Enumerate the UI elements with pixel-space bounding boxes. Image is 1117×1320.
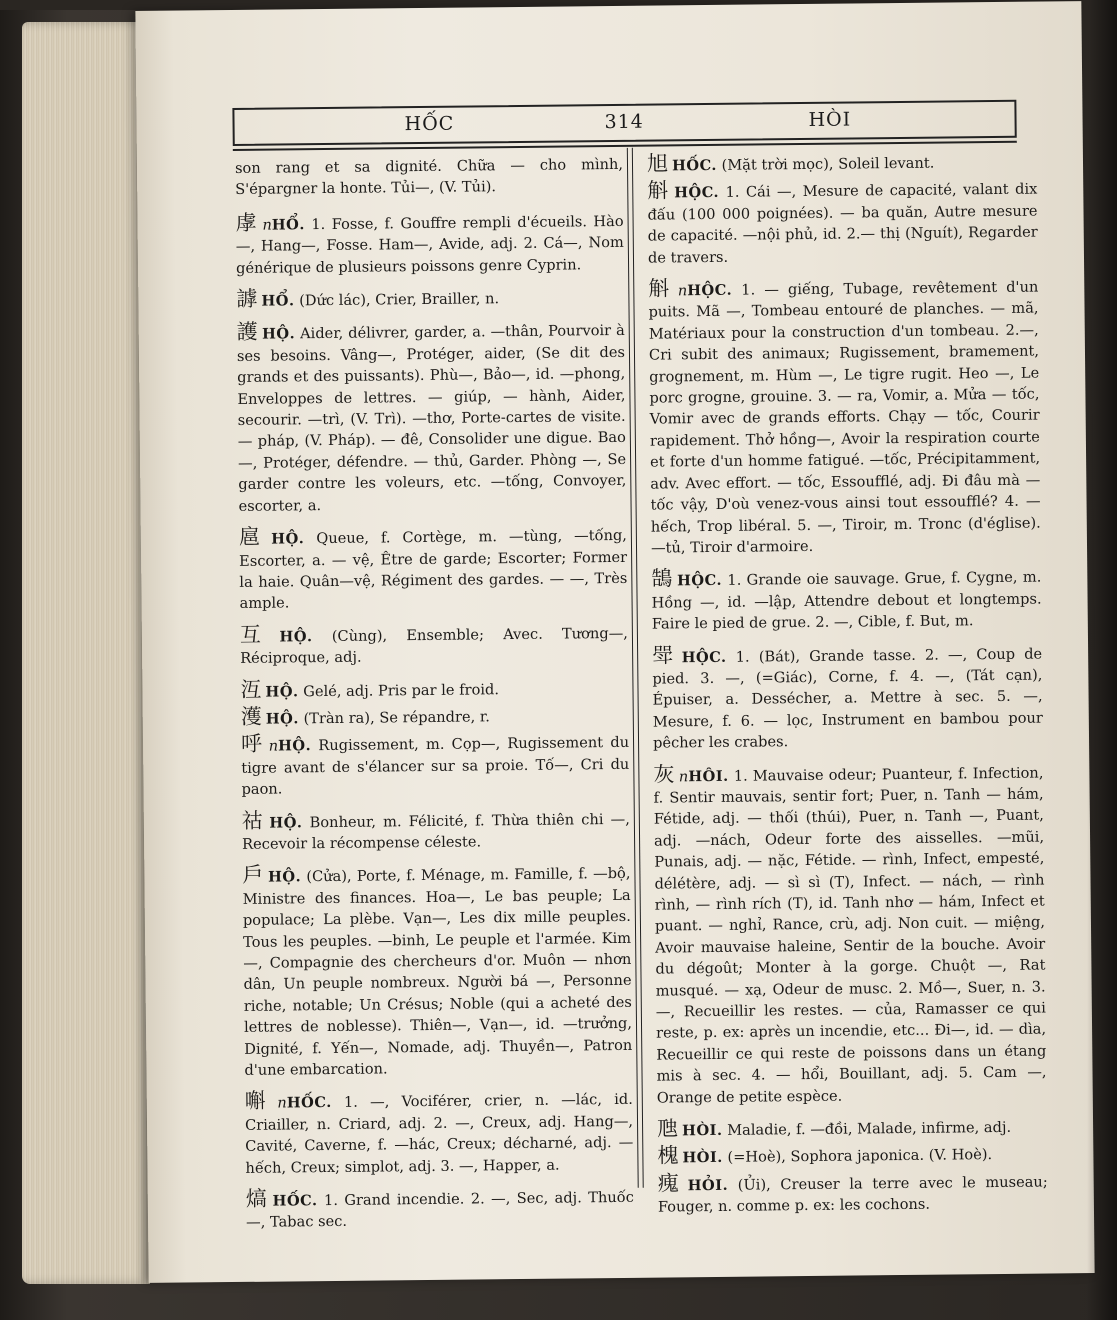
chinese-character: 旭	[646, 151, 669, 176]
page-edges	[22, 22, 150, 1284]
dictionary-entry	[246, 1185, 634, 1234]
chinese-character: 祜	[241, 808, 266, 833]
dictionary-entry	[237, 318, 627, 517]
definition: 1. Mauvaise odeur; Puanteur, f. Infection, f. Sentir mauvais, sentir fort; Puer, n. Tanh — hám, Fétide, adj. — thối (thúi), Puer, n. Tanh —, Puant, adj. —nách, Odeur forte des aisselles. —mũi, Punais, adj. — nặc, Fétide. — rình, Infect, empesté, délétère, adj. — sì sì (T), Infect. — nách, — rình rình, — rình rích (T), id. Tanh nhơ — hám, Infect et puant. — nghỉ, Rance, crù, adj. Non cuit. — miệng, Avoir mauvaise haleine, Sentir de la bouche. Avoir du dégoût; Monter à la gorge. Chuột —, Rat musqué. — xạ, Odeur de musc. 2. Mồ—, Suer, n. 3. —, Recueillir les restes. — của, Ramasser ce qui reste, p. ex: après un incendie, etc... Đi—, id. — dìa, Recueillir ce qui reste de poissons dans un étang mis à sec. 4. — hổi, Bouillant, adj. 5. Cam —, Orange de petite espèce.	[653, 764, 1047, 1107]
nom-mark: n	[268, 737, 279, 755]
headword: HỐC.	[286, 1094, 332, 1112]
headword: HỘ.	[271, 530, 305, 548]
headword: HỐC.	[272, 1192, 318, 1210]
dictionary-entry	[657, 1115, 1047, 1142]
nom-mark: n	[262, 216, 272, 234]
chinese-character: 瘣	[657, 1171, 684, 1196]
dictionary-entry	[657, 1142, 1047, 1169]
dictionary-entry	[242, 861, 632, 1081]
right-edge-shadow	[1087, 0, 1117, 1320]
dictionary-entry	[241, 703, 629, 730]
chinese-character: 灰	[653, 761, 675, 787]
chinese-character: 斛	[647, 178, 671, 204]
left-column	[235, 154, 634, 1244]
headword: HÔI.	[688, 767, 729, 785]
chinese-character: 濩	[240, 704, 262, 729]
headword: HỘ.	[267, 868, 302, 887]
definition: Gelé, adj. Pris par le froid.	[303, 680, 500, 700]
headword: HỘC.	[681, 648, 727, 666]
chinese-character: 嘝	[244, 1089, 274, 1114]
headword: HÒI.	[682, 1149, 723, 1167]
chinese-character: 斝	[652, 642, 678, 668]
headword: HỘC.	[676, 572, 723, 590]
chinese-character: 槐	[657, 1143, 679, 1169]
definition: (Cùng), Ensemble; Avec. Tương—, Réciproque, adj.	[240, 624, 628, 668]
chinese-character: 熇	[245, 1186, 269, 1211]
chinese-character: 斛	[648, 276, 674, 301]
definition: (Cửa), Porte, f. Ménage, m. Famille, f. —bộ, Ministre des finances. Hoa—, Le bas peuple; La populace; La plèbe. Vạn—, Les dix mille peuples. Tous les peuples. —binh, Le peuple et l'armée. Kim —, Compagnie des chercheurs d'or. Muôn — nhơn dân, Un peuple nombreux. Người bá —, Personne riche, notable; Un Crésus; Noble (qui a acheté des lettres de noblesse). Thiên—, Vạn—, id. —trưởng, Dignité, f. Yến—, Nomade, adj. Thuyền—, Patron d'une embarcation.	[242, 865, 633, 1079]
definition: 1. (Bát), Grande tasse. 2. —, Coup de pied. 3. —, (=Giác), Corne, f. 4. —, (Tát cạn), Épuiser, a. Dessécher, a. Mettre à sec. 5. —, Mesure, f. 6. — lọc, Instrument en bambou pour pêcher les crabes.	[652, 645, 1043, 752]
chinese-character: 虖	[235, 210, 259, 235]
dictionary-entry	[235, 209, 624, 279]
dictionary-entry	[647, 177, 1038, 269]
dictionary-entry: son rang et sa dignité. Chữa — cho mình, S'épargner la honte. Tủi—, (V. Tủi).	[234, 155, 624, 199]
chinese-character: 呼	[240, 732, 265, 757]
dictionary-entry	[245, 1087, 634, 1179]
headword: HỎI.	[687, 1176, 729, 1195]
header-left-guideword: HỐC	[404, 112, 455, 136]
dictionary-entry	[240, 675, 628, 702]
dictionary-entry	[648, 275, 1041, 559]
headword: HÒI.	[682, 1121, 723, 1140]
nom-mark: n	[678, 767, 689, 785]
headword: HỔ.	[261, 292, 295, 310]
chinese-character: 虺	[656, 1116, 679, 1141]
nom-mark: n	[277, 1094, 287, 1112]
chinese-character: 扈	[238, 524, 268, 550]
nom-mark: n	[677, 282, 688, 300]
dictionary-entry	[652, 641, 1043, 754]
right-column	[647, 150, 1048, 1223]
dictionary-entry	[242, 806, 630, 855]
headword: HỘC.	[674, 184, 720, 202]
definition: (Dức lác), Crier, Brailler, n.	[299, 290, 500, 310]
dictionary-entry	[653, 760, 1047, 1109]
chinese-character: 鵠	[651, 566, 674, 591]
headword: HỘ.	[269, 813, 303, 832]
headword: HỘ.	[265, 710, 299, 728]
dictionary-entry	[236, 285, 624, 312]
chinese-character: 護	[236, 320, 259, 345]
definition: (Tràn ra), Se répandre, r.	[303, 708, 490, 728]
chinese-character: 戶	[242, 863, 265, 888]
headword: HỐC.	[671, 156, 718, 175]
dictionary-entry	[239, 523, 628, 615]
definition: Aider, délivrer, garder, a. —thân, Pourvoir à ses besoins. Vâng—, Protéger, aider, (Se dit des grands et des puissants). Phù—, Bảo—, id. —phong, Enveloppes de lettres. — giúp, — hành, Aider, secourir. —trì, (V. Trì). —thơ, Porte-cartes de visite. — pháp, (V. Pháp). — đê, Consolider une digue. Bao—, Protéger, défendre. — thủ, Garder. Phòng —, Se garder contre les voleurs, etc. —tống, Convoyer, escorter, a.	[236, 322, 627, 515]
dictionary-entry	[241, 730, 630, 800]
headword: HỘ.	[279, 627, 313, 646]
dictionary-entry	[658, 1169, 1048, 1218]
dictionary-entry	[651, 565, 1042, 635]
definition: (Ủi), Creuser la terre avec le museau; Fouger, n. comme p. ex: les cochons.	[657, 1173, 1048, 1216]
page-number: 314	[604, 110, 644, 134]
headword: HỔ.	[271, 216, 305, 234]
page-header	[232, 100, 1016, 146]
definition: Queue, f. Cortège, m. —tùng, —tống, Escorter, a. — vệ, Être de garde; Escorter; Former la haie. Quân—vệ, Régiment des gardes. — —, Très ample.	[239, 526, 628, 613]
headword: HỘ.	[261, 325, 296, 344]
headword: HỘC.	[687, 281, 733, 300]
headword: HỘ.	[265, 682, 299, 701]
definition: (Mặt trời mọc), Soleil levant.	[721, 154, 935, 174]
chinese-character: 謼	[236, 286, 258, 311]
definition: 1. Cái —, Mesure de capacité, valant dix đấu (100 000 poignées). — ba quăn, Autre mesure de capacité. —nội phủ, id. 2.— thị (Nguít), Regarder de travers.	[647, 180, 1038, 267]
definition: 1. Grand incendie. 2. —, Sec, adj. Thuốc—, Tabac sec.	[245, 1188, 634, 1232]
definition: Rugissement, m. Cọp—, Rugissement du tigre avant de s'élancer sur sa proie. Tố—, Cri du paon.	[241, 734, 630, 799]
dictionary-entry	[240, 621, 628, 670]
definition: Maladie, f. —đồi, Malade, infirme, adj.	[727, 1118, 1012, 1139]
definition: 1. Fosse, f. Gouffre rempli d'écueils. Hào—, Hang—, Fosse. Ham—, Avide, adj. 2. Cá—, Nom générique de plusieurs poissons genre Cyprin.	[235, 212, 624, 277]
header-right-guideword: HÒI	[808, 108, 852, 131]
definition: 1. —, Vociférer, crier, n. —lác, id. Criailler, n. Criard, adj. 2. —, Creux, adj. Hang—, Cavité, Caverne, f. —hác, Creux; décharné, adj. — hếch, Creux; simplot, adj. 3. —, Happer, a.	[244, 1091, 634, 1177]
dictionary-entry	[647, 150, 1037, 177]
headword: HỘ.	[277, 737, 312, 755]
chinese-character: 沍	[240, 677, 262, 702]
definition: (=Hoè), Sophora japonica. (V. Hoè).	[727, 1146, 993, 1167]
definition: Bonheur, m. Félicité, f. Thừa thiên chi —, Recevoir la récompense céleste.	[242, 810, 630, 853]
definition: 1. Grande oie sauvage. Grue, f. Cygne, m. Hồng —, id. —lập, Attendre debout et longtemps. Faire le pied de grue. 2. —, Cible, f. But, m.	[651, 568, 1042, 633]
chinese-character: 互	[239, 622, 276, 647]
dictionary-page	[135, 1, 1094, 1283]
definition: 1. — giếng, Tubage, revêtement d'un puits. Mã —, Tombeau entouré de planches. — mã, Matériaux pour la construction d'un tombeau. 2.—, Cri subit des animaux; Rugissement, bramement, grognement, m. Hùm —, Le tigre rugit. Heo —, Le porc grogne, grouine. 3. — ra, Vomir, a. Mửa — tốc, Vomir avec de grands efforts. Chạy — tốc, Courir rapidement. Thở hồng—, Avoir la respiration courte et forte d'un homme fatigué. —tốc, Précipitamment, adv. Avec effort. — tốc, Essoufflé, adj. Đi đâu mà — tốc vậy, D'où venez-vous ainsi tout essoufflé? 4. —hếch, Trop libéral. 5. —, Tiroir, m. Tronc (d'église).—tủ, Tiroir d'armoire.	[648, 278, 1041, 557]
